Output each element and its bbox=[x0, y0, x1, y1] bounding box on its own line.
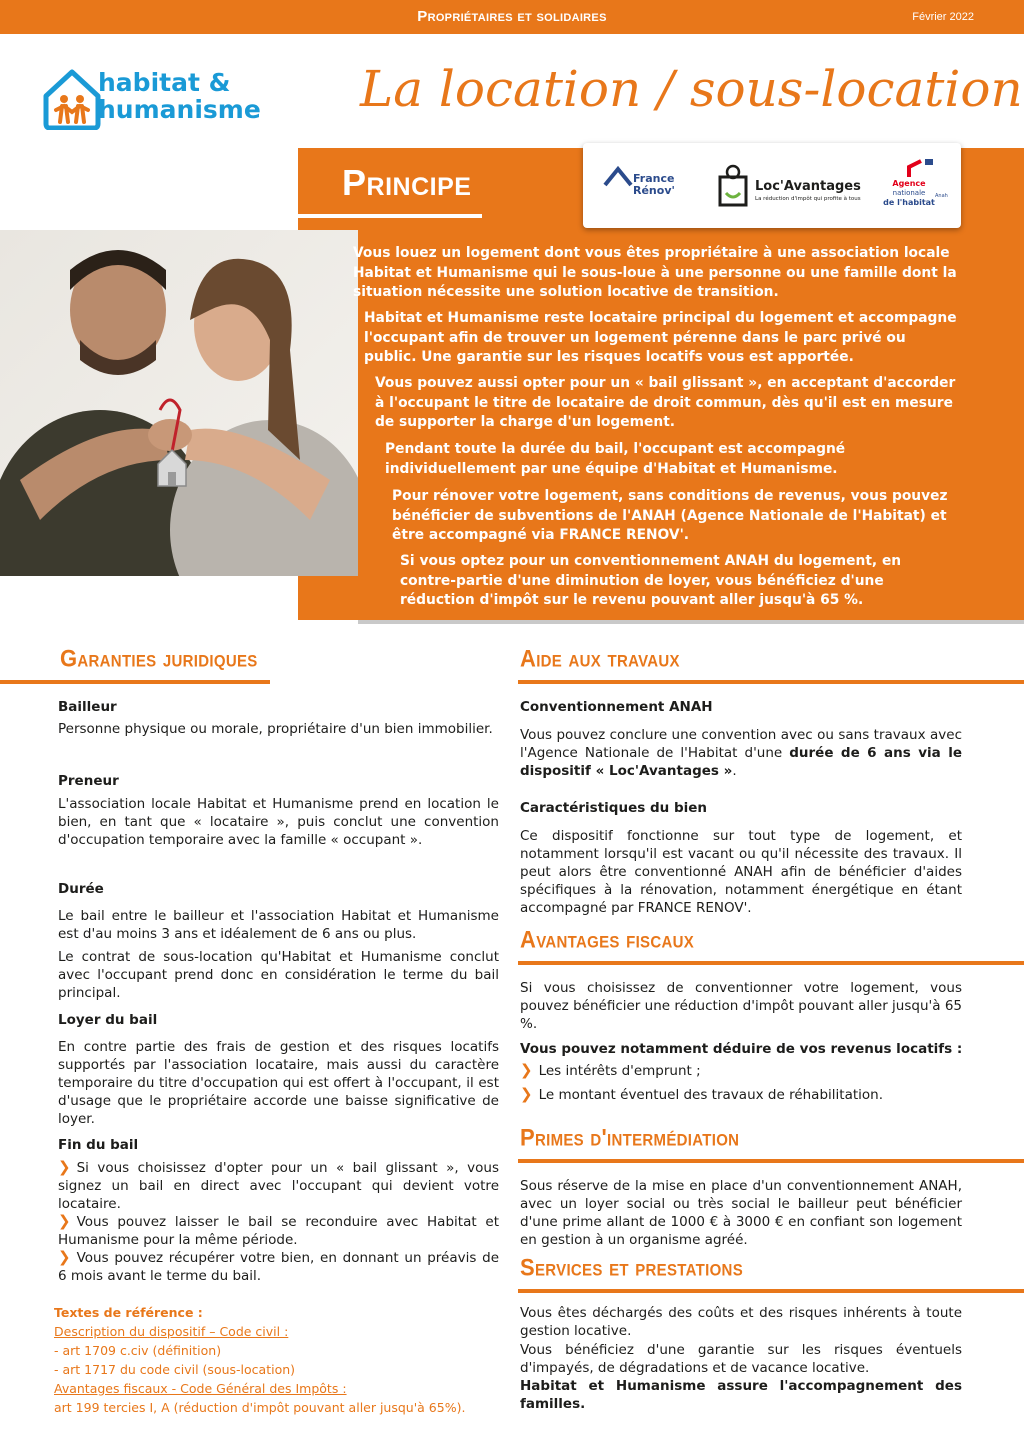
anah-logo-tag: Anah bbox=[935, 193, 948, 199]
fin-item-3: ❯ Vous pouvez récupérer votre bien, en donnant un préavis de 6 mois avant le terme du bail. bbox=[58, 1248, 499, 1284]
page-title: La location / sous-location bbox=[360, 60, 1023, 118]
france-renov-logo: France Rénov' bbox=[633, 172, 675, 197]
garanties-underline bbox=[0, 680, 270, 684]
locavantages-logo: Loc'Avantages bbox=[755, 179, 861, 194]
principe-paragraph-5: Pour rénover votre logement, sans conditions de revenus, vous pouvez bénéficier de subventions de l'ANAH (Agence Nationale de l'Habitat) et être accompagné via FRANCE RENOV'. bbox=[392, 488, 948, 543]
principe-paragraph-6: Si vous optez pour un conventionnement ANAH du logement, en contre-partie d'une diminution de loyer, vous bénéficiez d'une réduction d'impôt sur le revenu pouvant aller jusqu'à 65 %. bbox=[400, 553, 902, 608]
logo-text-line1: habitat & bbox=[98, 68, 231, 97]
partner-logos bbox=[583, 143, 961, 228]
house-logo-icon bbox=[42, 66, 102, 130]
primes-underline bbox=[518, 1159, 1024, 1163]
bailleur-title: Bailleur bbox=[58, 699, 117, 715]
deduct-item-2: ❯ Le montant éventuel des travaux de réhabilitation. bbox=[520, 1085, 883, 1103]
loyer-title: Loyer du bail bbox=[58, 1012, 158, 1028]
conventionnement-text: Vous pouvez conclure une convention avec ou sans travaux avec l'Agence Nationale de l'Habitat d'une durée de 6 ans via le dispositif « Loc'Avantages ». bbox=[520, 727, 962, 779]
caracteristiques-title: Caractéristiques du bien bbox=[520, 800, 707, 816]
deduct-title: Vous pouvez notamment déduire de vos revenus locatifs : bbox=[520, 1041, 963, 1057]
chevron-right-icon: ❯ bbox=[520, 1085, 533, 1103]
services-text-3: Habitat et Humanisme assure l'accompagnement des familles. bbox=[520, 1378, 962, 1412]
reference-art-1717: - art 1717 du code civil (sous-location) bbox=[54, 1362, 296, 1377]
anah-logo-line3: de l'habitat bbox=[883, 198, 935, 207]
chevron-right-icon: ❯ bbox=[520, 1061, 533, 1079]
chevron-right-icon: ❯ bbox=[58, 1248, 71, 1266]
principe-paragraph-2: Habitat et Humanisme reste locataire principal du logement et accompagne l'occupant afin de trouver un logement pérenne dans le parc privé ou public. Une garantie sur les risques locatifs vous est apportée. bbox=[364, 310, 957, 365]
duree-title: Durée bbox=[58, 881, 104, 897]
band-title: Propriétaires et solidaires bbox=[417, 8, 607, 25]
references-block bbox=[54, 1303, 514, 1417]
duree-text-2: Le contrat de sous-location qu'Habitat et Humanisme conclut avec l'occupant prend donc en considération le terme du bail principal. bbox=[58, 949, 499, 1001]
anah-logo-line2: nationale bbox=[892, 189, 926, 197]
aide-heading: Aide aux travaux bbox=[520, 644, 680, 672]
principe-paragraph-4: Pendant toute la durée du bail, l'occupant est accompagné individuellement par une équipe d'Habitat et Humanisme. bbox=[385, 441, 846, 477]
anah-logo-line1: Agence bbox=[892, 179, 926, 188]
principe-paragraph-3: Vous pouvez aussi opter pour un « bail glissant », en acceptant d'accorder à l'occupant le titre de locataire de droit commun, dès qu'il est en mesure de supporter la charge d'un logement. bbox=[375, 375, 956, 430]
fin-title: Fin du bail bbox=[58, 1137, 139, 1153]
conventionnement-title: Conventionnement ANAH bbox=[520, 699, 713, 715]
locavantages-tagline: La réduction d'impôt qui profite à tous bbox=[755, 196, 861, 202]
services-text-1: Vous êtes déchargés des coûts et des risques inhérents à toute gestion locative. bbox=[520, 1305, 962, 1339]
services-underline bbox=[518, 1289, 1024, 1293]
loyer-text: En contre partie des frais de gestion et des risques locatifs supportés par l'association locataire, mais aussi du caractère temporaire du titre d'occupation qui est offert à l'occupant, il est d'usage que le propriétaire accorde une baisse significative de loyer. bbox=[58, 1039, 499, 1127]
france-renov-roof-icon bbox=[603, 165, 633, 187]
locavantages-logo-icon bbox=[717, 163, 749, 209]
anah-logo-icon bbox=[905, 157, 939, 179]
aide-underline bbox=[518, 680, 1024, 684]
preneur-text: L'association locale Habitat et Humanisme prend en location le bien, en tant que « locataire », puis conclut une convention d'occupation temporaire avec la famille « occupant ». bbox=[58, 796, 499, 848]
services-text-2: Vous bénéficiez d'une garantie sur les risques éventuels d'impayés, de dégradations et de vacance locative. bbox=[520, 1342, 962, 1376]
caracteristiques-text: Ce dispositif fonctionne sur tout type de logement, et notamment lorsqu'il est vacant ou qu'il nécessite des travaux. Il peut alors être conventionné ANAH afin de bénéficier d'aides spécifiques à la rénovation, notamment énergétique en étant accompagné par FRANCE RENOV'. bbox=[520, 828, 962, 916]
reference-link-code-civil[interactable]: Description du dispositif – Code civil : bbox=[54, 1324, 289, 1339]
couple-photo bbox=[0, 230, 358, 576]
principe-underline bbox=[298, 214, 482, 218]
reference-link-cgi[interactable]: Avantages fiscaux - Code Général des Impôts : bbox=[54, 1381, 347, 1396]
chevron-right-icon: ❯ bbox=[58, 1212, 71, 1230]
fiscaux-text: Si vous choisissez de conventionner votre logement, vous pouvez bénéficier une réduction d'impôt pouvant aller jusqu'à 65 %. bbox=[520, 980, 962, 1032]
fin-item-1: ❯ Si vous choisissez d'opter pour un « bail glissant », vous signez un bail en direct avec l'occupant qui devient votre locataire. bbox=[58, 1158, 499, 1212]
principe-paragraph-1: Vous louez un logement dont vous êtes propriétaire à une association locale Habitat et Humanisme qui le sous-loue à une personne ou une famille dont la situation nécessite une solution locative de transition. bbox=[353, 245, 957, 300]
services-heading: Services et prestations bbox=[520, 1253, 743, 1281]
logo-text-line2: humanisme bbox=[98, 95, 261, 124]
bailleur-text: Personne physique ou morale, propriétaire d'un bien immobilier. bbox=[58, 721, 493, 737]
date-label: Février 2022 bbox=[912, 11, 974, 23]
references-title: Textes de référence : bbox=[54, 1305, 203, 1320]
fiscaux-underline bbox=[518, 961, 1024, 965]
reference-art-1709: - art 1709 c.civ (définition) bbox=[54, 1343, 222, 1358]
reference-art-199: art 199 tercies I, A (réduction d'impôt pouvant aller jusqu'à 65%). bbox=[54, 1400, 466, 1415]
primes-heading: Primes d'intermédiation bbox=[520, 1123, 740, 1151]
fin-item-2: ❯ Vous pouvez laisser le bail se reconduire avec Habitat et Humanisme pour la même période. bbox=[58, 1212, 499, 1248]
primes-text: Sous réserve de la mise en place d'un conventionnement ANAH, avec un loyer social ou très social le bailleur peut bénéficier d'une prime allant de 1000 € à 3000 € en confiant son logement en gestion à un organisme agréé. bbox=[520, 1178, 962, 1248]
principe-heading: Principe bbox=[342, 162, 472, 203]
deduct-item-1: ❯ Les intérêts d'emprunt ; bbox=[520, 1061, 701, 1079]
preneur-title: Preneur bbox=[58, 773, 119, 789]
garanties-heading: Garanties juridiques bbox=[60, 644, 258, 672]
duree-text-1: Le bail entre le bailleur et l'association Habitat et Humanisme est d'au moins 3 ans et idéalement de 6 ans ou plus. bbox=[58, 908, 499, 942]
chevron-right-icon: ❯ bbox=[58, 1158, 71, 1176]
fiscaux-heading: Avantages fiscaux bbox=[520, 925, 695, 953]
